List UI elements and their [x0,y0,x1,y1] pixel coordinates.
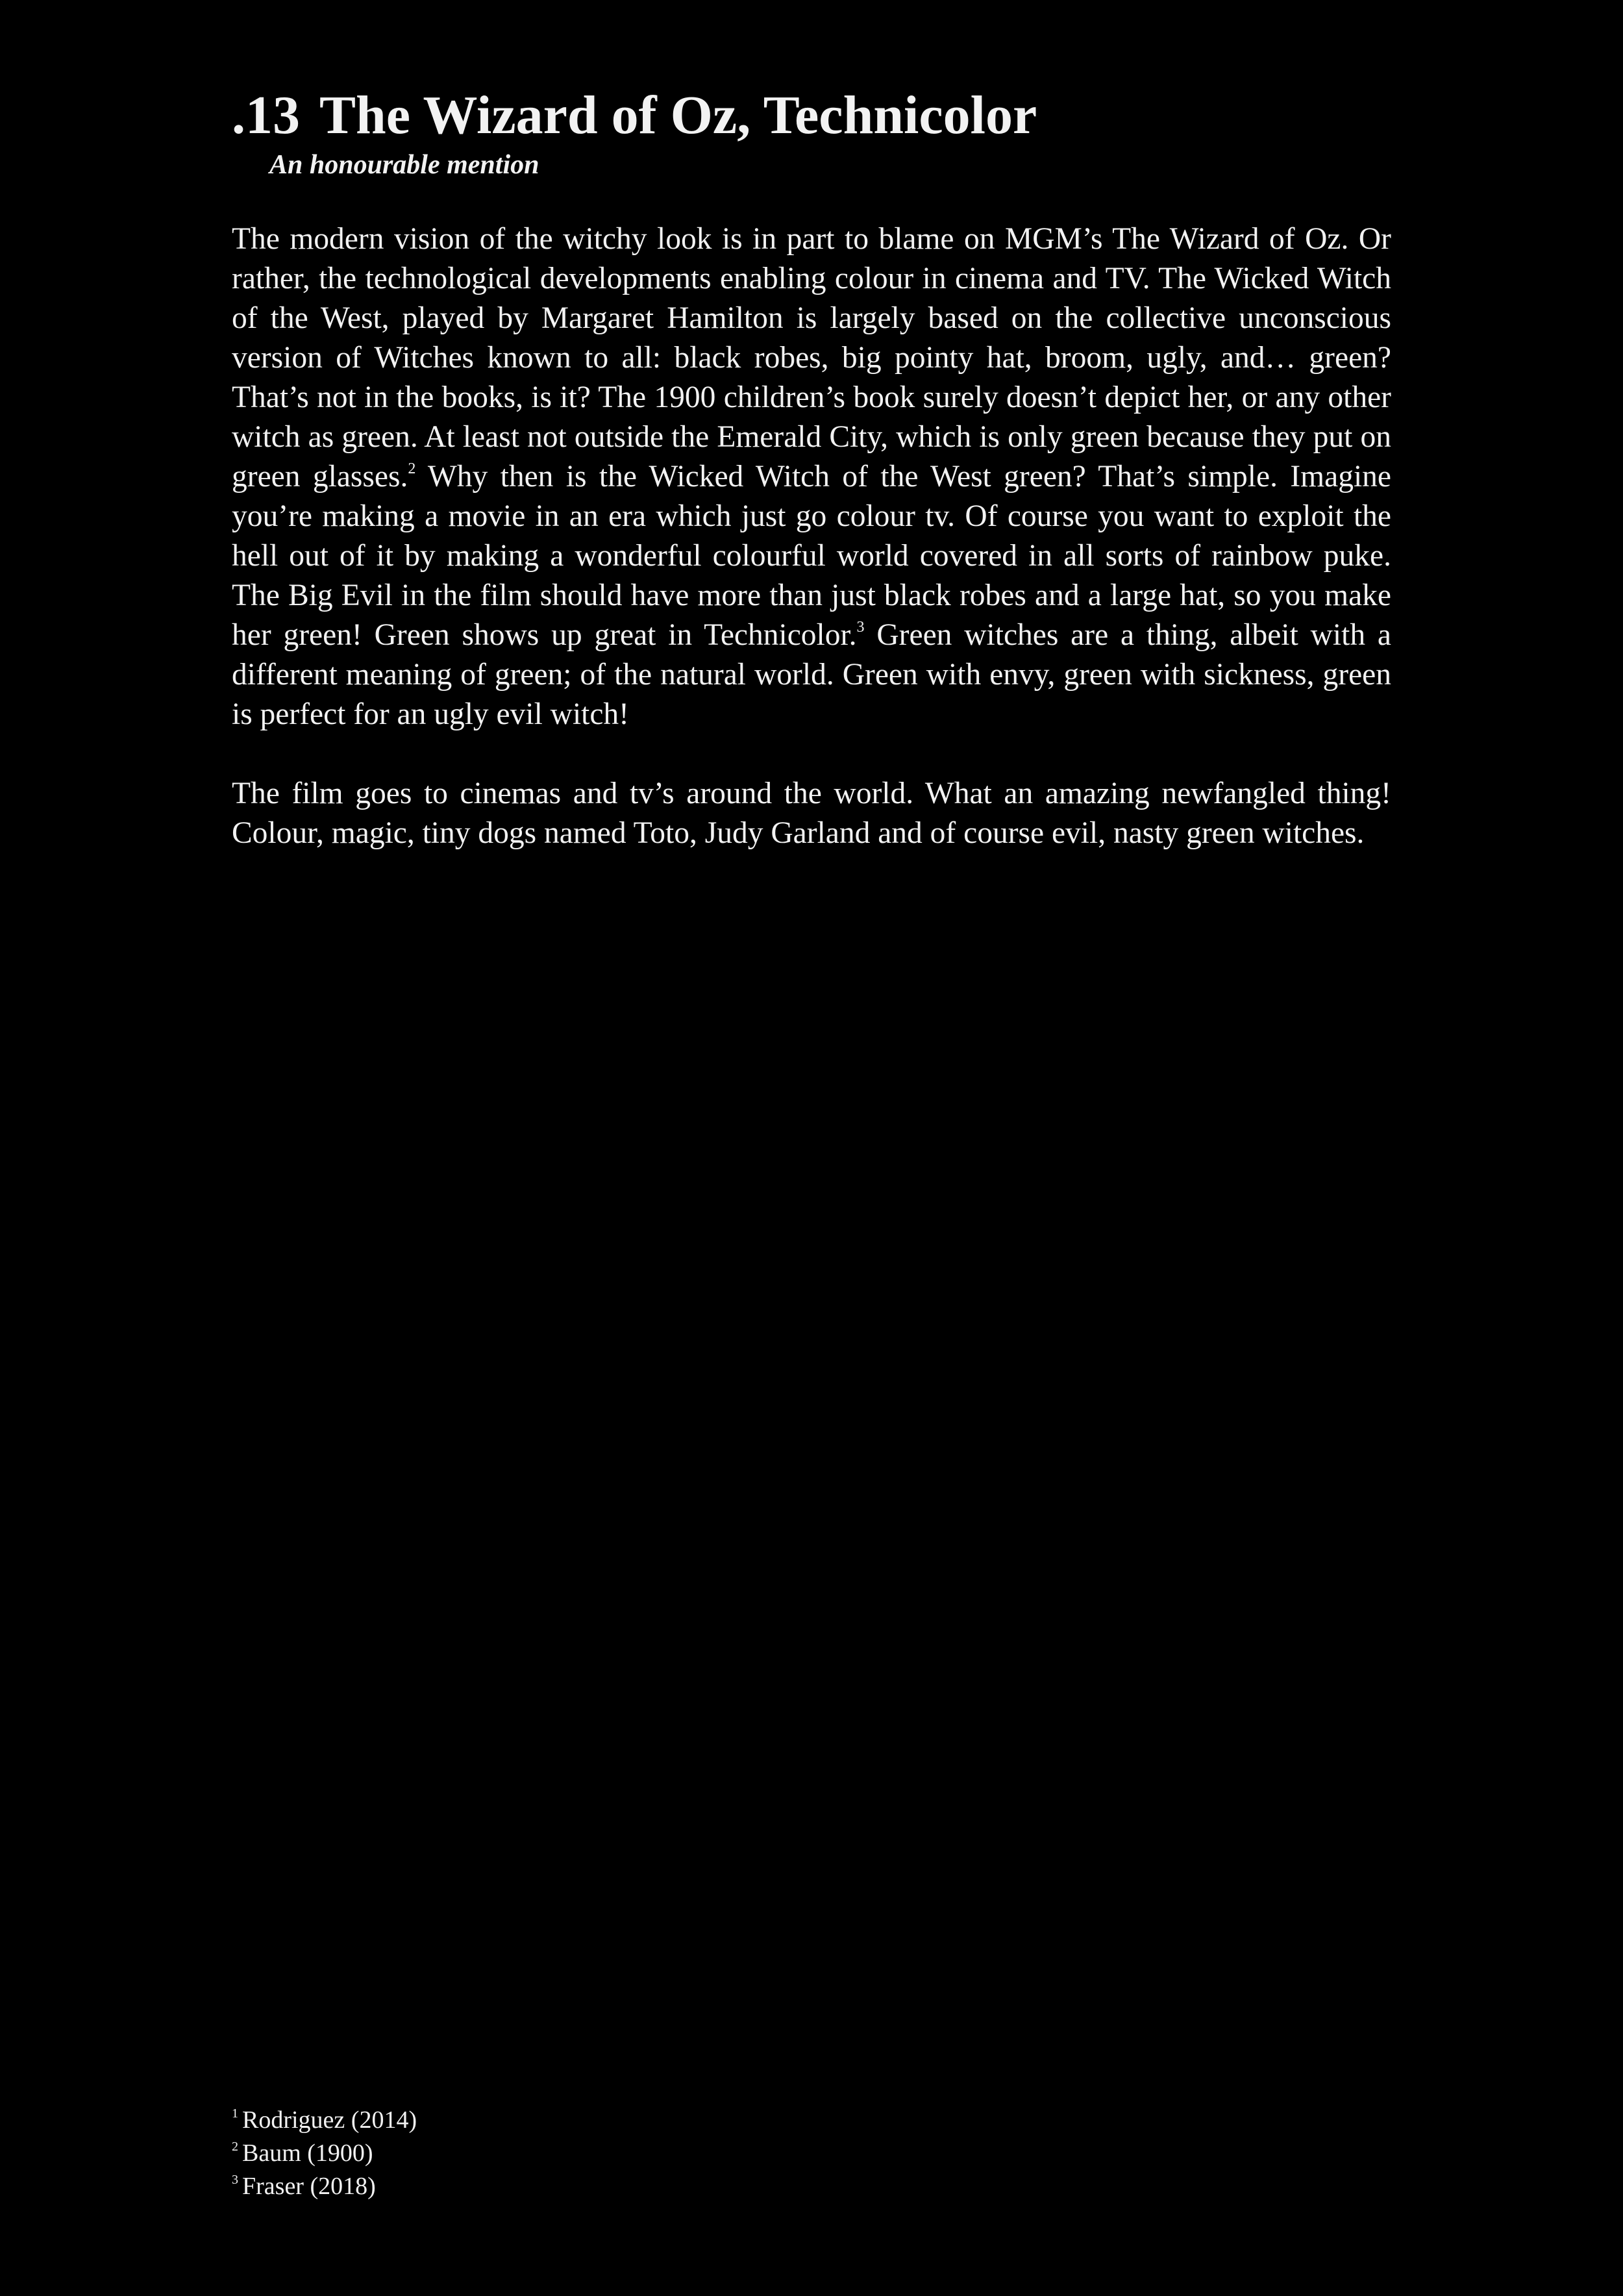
footnote-ref-2: 2 [408,460,416,477]
footnote-ref-3: 3 [856,619,865,636]
footnote-3 [232,2170,417,2203]
footnote-text: Fraser (2018) [242,2173,376,2200]
footnote-text: Rodriguez (2014) [242,2106,417,2134]
paragraph-1-part-2: Why then is the Wicked Witch of the West green? That’s simple. Imagine you’re making a movie in an era which just go colour tv. Of course you want to exploit the hell out of it by making a wonderful colourful world covered in all sorts of rainbow puke. The Big Evil in the film should have more than just black robes and a large hat, so you make her green! Green shows up great in Technicolor. [232,460,1391,652]
footnote-mark: 3 [232,2173,238,2187]
paragraph-2: The film goes to cinemas and tv’s around the world. What an amazing newfangled thing! Colour, magic, tiny dogs named Toto, Judy Garland and of course evil, nasty green witches. [232,777,1391,850]
section-subtitle: An honourable mention [269,150,539,180]
footnote-1 [232,2104,417,2137]
section-heading [232,83,1400,148]
paragraph-1-part-3: Green witches are a thing, albeit with a different meaning of green; of the natural world. Green with envy, green with sickness, green is perfect for an ugly evil witch! [232,618,1391,731]
body-text [232,219,1391,853]
paragraph-1-part-1: The modern vision of the witchy look is in part to blame on MGM’s The Wizard of Oz. Or rather, the technological developments enabling colour in cinema and TV. The Wicked Witch of the West, played by Margaret Hamilton is largely based on the collective unconscious version of Witches known to all: black robes, big pointy hat, broom, ugly, and… green? That’s not in the books, is it? The 1900 children’s book surely doesn’t depict her, or any other witch as green. At least not outside the Emerald City, which is only green because they put on green glasses. [232,222,1391,493]
footnote-mark: 2 [232,2140,238,2154]
footnote-2 [232,2137,417,2170]
section-title: The Wizard of Oz, Technicolor [319,85,1037,145]
footnotes [232,2104,417,2203]
paragraph-1 [232,219,1391,734]
section-number: .13 [232,85,300,145]
footnote-mark: 1 [232,2106,238,2121]
footnote-text: Baum (1900) [242,2140,373,2167]
